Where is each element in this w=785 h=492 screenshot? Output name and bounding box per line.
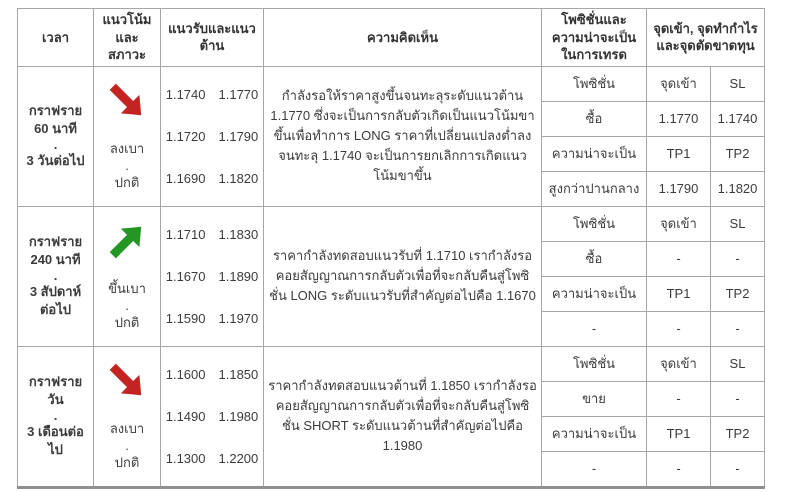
support-level: 1.1590: [165, 310, 206, 326]
entry-value-cell: -: [647, 241, 711, 276]
arrow-box: [106, 80, 148, 122]
probability-label-cell: ความน่าจะเป็น: [542, 416, 647, 451]
timeframe-label: กราฟราย 240 นาที: [28, 233, 83, 268]
tp1-value-cell: -: [647, 451, 711, 487]
support-level: 1.1690: [165, 170, 206, 186]
dot-separator: .: [125, 437, 129, 453]
level-pair: [166, 227, 259, 242]
col-header-position: โพซิชั่นและความน่าจะเป็นในการเทรด: [542, 9, 647, 67]
timeframe-horizon: 3 สัปดาห์ต่อไป: [29, 284, 82, 318]
table-row: [18, 66, 765, 101]
timeframe-stack: [22, 102, 89, 170]
trend-strength: ลงเบา: [109, 141, 145, 157]
tp1-header-cell: TP1: [647, 136, 711, 171]
timeframe-cell: [18, 346, 94, 487]
level-pair: [166, 269, 259, 284]
dot-separator: .: [53, 408, 58, 424]
dot-separator: .: [53, 137, 58, 153]
trend-cell: [94, 66, 161, 206]
support-level: 1.1720: [165, 128, 206, 144]
entry-header-cell: จุดเข้า: [647, 346, 711, 381]
support-level: 1.1300: [165, 450, 206, 466]
resistance-level: 1.1890: [218, 268, 259, 284]
table-row: [18, 206, 765, 241]
tp1-value-cell: -: [647, 311, 711, 346]
level-pair: [166, 87, 259, 102]
position-side-cell: ซื้อ: [542, 241, 647, 276]
comment-cell: กำลังรอให้ราคาสูงขึ้นจนทะลุระดับแนวต้าน 1.1770 ซึ่งจะเป็นการกลับตัวเกิดเป็นแนวโน้มขาขึ้นเพื่อทำการ LONG ราคาที่เปลี่ยนแปลงต่ำลงจนทะลุ 1.1740 จะเป็นการยกเลิกการเกิดแนวโน้มขาขึ้น: [264, 66, 542, 206]
probability-value-cell: -: [542, 451, 647, 487]
timeframe-label: กราฟราย 60 นาที: [28, 102, 83, 137]
timeframe-stack: [22, 233, 89, 320]
timeframe-label: กราฟรายวัน: [28, 373, 83, 408]
levels-stack: [165, 227, 259, 326]
level-pair: [166, 311, 259, 326]
resistance-level: 1.1850: [218, 366, 259, 382]
position-label-cell: โพซิชั่น: [542, 346, 647, 381]
col-header-entry-tp-sl: จุดเข้า, จุดทำกำไรและจุดตัดขาดทุน: [647, 9, 765, 67]
resistance-level: 1.1820: [218, 170, 259, 186]
arrow-box: [106, 360, 148, 402]
sl-header-cell: SL: [711, 346, 765, 381]
entry-value-cell: 1.1770: [647, 101, 711, 136]
col-header-support-resistance: แนวรับและแนวต้าน: [161, 9, 264, 67]
trend-down-arrow-icon: [97, 352, 156, 411]
dot-separator: .: [53, 268, 58, 284]
level-pair: [166, 129, 259, 144]
timeframe-stack: [22, 373, 89, 460]
forex-analysis-table: [17, 8, 765, 489]
arrow-box: [106, 220, 148, 262]
dot-separator: .: [125, 157, 129, 173]
sl-value-cell: 1.1740: [711, 101, 765, 136]
entry-value-cell: -: [647, 381, 711, 416]
trend-strength: ขึ้นเบา: [108, 281, 146, 297]
levels-cell: [161, 66, 264, 206]
resistance-level: 1.2200: [218, 450, 259, 466]
probability-value-cell: -: [542, 311, 647, 346]
resistance-level: 1.1790: [218, 128, 259, 144]
sl-value-cell: -: [711, 241, 765, 276]
dot-separator: .: [125, 297, 129, 313]
trend-down-arrow-icon: [97, 72, 156, 131]
tp2-value-cell: -: [711, 311, 765, 346]
trend-strength: ลงเบา: [109, 421, 145, 437]
sl-value-cell: -: [711, 381, 765, 416]
resistance-level: 1.1770: [218, 86, 259, 102]
timeframe-horizon: 3 วันต่อไป: [26, 153, 85, 169]
support-level: 1.1670: [165, 268, 206, 284]
sl-header-cell: SL: [711, 206, 765, 241]
support-level: 1.1710: [165, 226, 206, 242]
resistance-level: 1.1830: [218, 226, 259, 242]
tp1-header-cell: TP1: [647, 276, 711, 311]
probability-label-cell: ความน่าจะเป็น: [542, 136, 647, 171]
col-header-trend: แนวโน้มและสภาวะ: [94, 9, 161, 67]
trend-cell: [94, 346, 161, 487]
comment-cell: ราคากำลังทดสอบแนวต้านที่ 1.1850 เรากำลังรอคอยสัญญาณการกลับตัวเพื่อที่จะกลับคืนสู่โพซิชั่น SHORT ระดับแนวต้านที่สำคัญต่อไปคือ 1.1980: [264, 346, 542, 487]
level-pair: [166, 171, 259, 186]
tp2-header-cell: TP2: [711, 276, 765, 311]
col-header-comment: ความคิดเห็น: [264, 9, 542, 67]
sl-header-cell: SL: [711, 66, 765, 101]
trend-cell: [94, 206, 161, 346]
timeframe-horizon: 3 เดือนต่อไป: [27, 424, 84, 458]
levels-cell: [161, 346, 264, 487]
support-level: 1.1740: [165, 86, 206, 102]
timeframe-cell: [18, 66, 94, 206]
resistance-level: 1.1980: [218, 408, 259, 424]
trend-up-arrow-icon: [97, 212, 156, 271]
tp2-header-cell: TP2: [711, 136, 765, 171]
level-pair: [166, 367, 259, 382]
support-level: 1.1490: [165, 408, 206, 424]
entry-header-cell: จุดเข้า: [647, 206, 711, 241]
position-side-cell: ขาย: [542, 381, 647, 416]
tp1-header-cell: TP1: [647, 416, 711, 451]
trend-condition: ปกติ: [114, 174, 140, 190]
trend-stack: [98, 360, 156, 472]
trend-condition: ปกติ: [114, 314, 140, 330]
entry-header-cell: จุดเข้า: [647, 66, 711, 101]
position-label-cell: โพซิชั่น: [542, 66, 647, 101]
position-label-cell: โพซิชั่น: [542, 206, 647, 241]
trend-condition: ปกติ: [114, 454, 140, 470]
tp1-value-cell: 1.1790: [647, 171, 711, 206]
level-pair: [166, 409, 259, 424]
probability-value-cell: สูงกว่าปานกลาง: [542, 171, 647, 206]
trend-stack: [98, 80, 156, 192]
tp2-value-cell: 1.1820: [711, 171, 765, 206]
comment-cell: ราคากำลังทดสอบแนวรับที่ 1.1710 เรากำลังรอคอยสัญญาณการกลับตัวเพื่อที่จะกลับคืนสู่โพซิชั่น LONG ระดับแนวรับที่สำคัญต่อไปคือ 1.1670: [264, 206, 542, 346]
support-level: 1.1600: [165, 366, 206, 382]
levels-stack: [165, 367, 259, 466]
col-header-time: เวลา: [18, 9, 94, 67]
probability-label-cell: ความน่าจะเป็น: [542, 276, 647, 311]
tp2-header-cell: TP2: [711, 416, 765, 451]
table-row: [18, 346, 765, 381]
levels-cell: [161, 206, 264, 346]
levels-stack: [165, 87, 259, 186]
tp2-value-cell: -: [711, 451, 765, 487]
resistance-level: 1.1970: [218, 310, 259, 326]
level-pair: [166, 451, 259, 466]
timeframe-cell: [18, 206, 94, 346]
header-row: [18, 9, 765, 67]
position-side-cell: ซื้อ: [542, 101, 647, 136]
trend-stack: [98, 220, 156, 332]
